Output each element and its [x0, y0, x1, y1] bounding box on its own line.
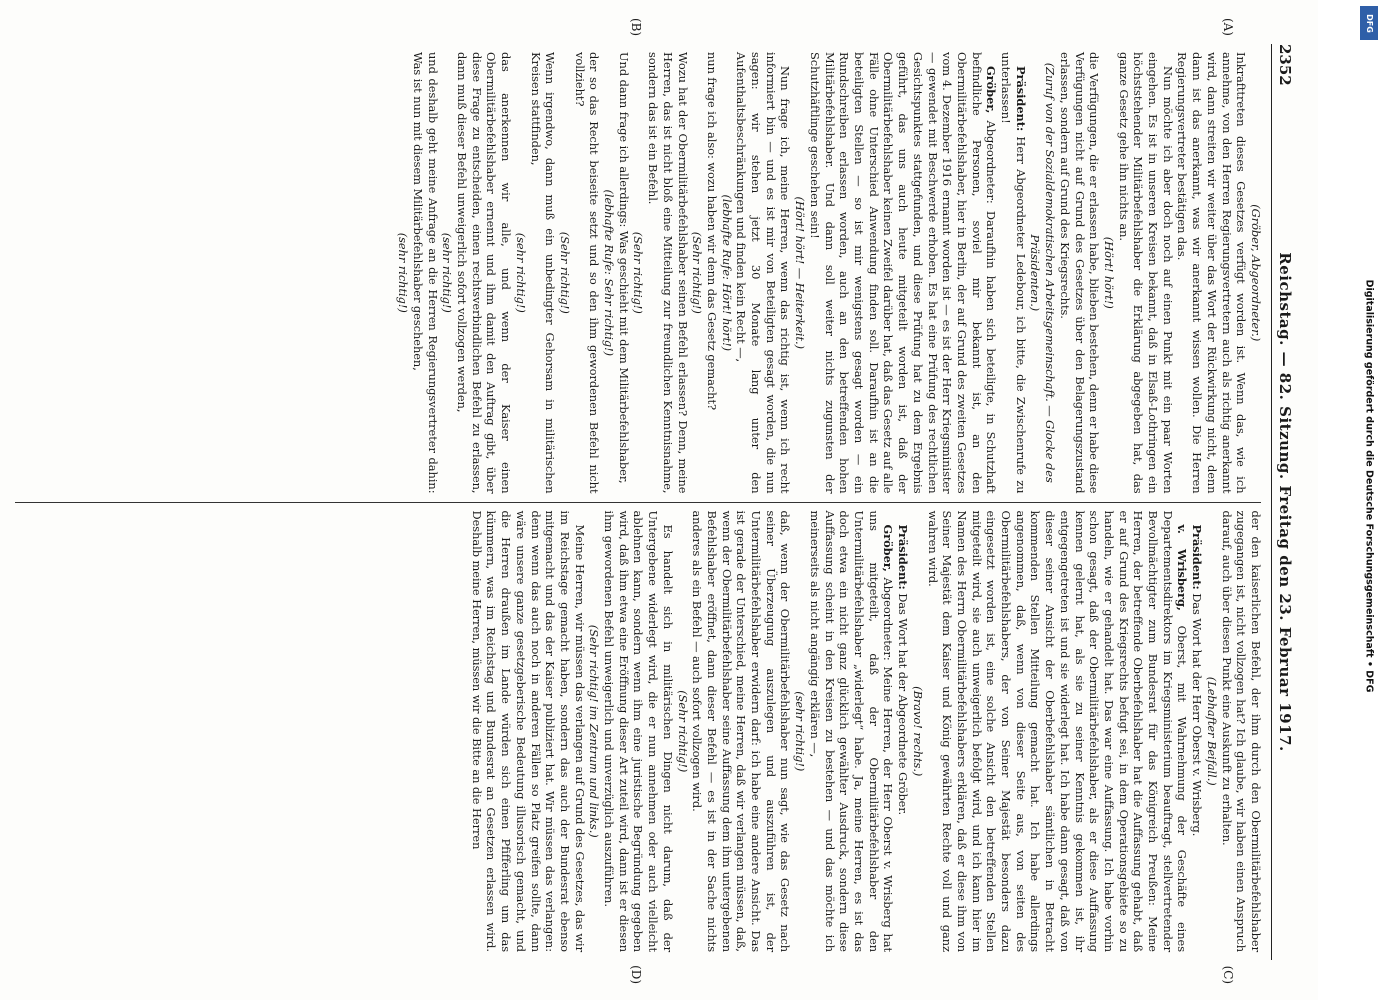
- interjection: (Hört! hört!): [1101, 236, 1116, 309]
- paragraph: der den kaiserlichen Befehl, der ihm durch den Obermilitärbefehlshaber zugegangen ist, nicht vollzogen hat? Ich glaube, wir haben einen Anspruch darauf, auch über diesen Punkt eine Auskunft zu erhalten.: [1219, 510, 1263, 952]
- running-title: Reichstag. — 82. Sitzung. Freitag den 23. Februar 1917.: [1276, 252, 1294, 752]
- margin-marker-c: (C): [1221, 965, 1235, 984]
- paragraph: Präsident: Das Wort hat der Herr Oberst v. Wrisberg.: [1190, 524, 1205, 837]
- interjection: (lebhafte Rufe: Hört! hört!): [719, 194, 734, 352]
- digitization-credit: Digitalisierung gefördert durch die Deutsche Forschungsgemeinschaft • DFG: [1363, 279, 1375, 693]
- paragraph: das anerkennen wir alle, und wenn der Kaiser einen Obermilitärbefehlshaber ernennt und ihm damit den Auftrag gibt, über diese Frage zu entscheiden, einen rechtsverbindlichen Befehl zu erlassen, dann muß dieser Befehl unweigerlich sofort vollzogen werden,: [455, 52, 514, 494]
- interjection: (Sehr richtig!): [631, 231, 646, 314]
- paragraph: Wenn irgendwo, dann muß ein unbedingter Gehorsam in militärischen Kreisen stattfinden,: [528, 52, 558, 494]
- interjection: (Hört! hört! — Heiterkeit.): [793, 196, 808, 350]
- interjection: (Lebhafter Beifall.): [1204, 676, 1219, 786]
- interjection: (Gröber, Abgeordneter.): [1249, 204, 1263, 342]
- paragraph: Meine Herren, wir müssen das verlangen auf Grund des Gesetzes, das wir im Reichstage gemacht haben, sondern das auch der Bundesrat ebenso mitgemacht und das der Kaiser publiziert hat. Wir müssen das verlangen: denn wenn das auch noch in anderen Fällen so Platz greifen sollte, dann wäre unsere ganze gesetzgeberische Bedeutung illusorisch gemacht, und die Herren draußen im Lande würden sich einen Pfifferling um das kümmern, was im Reichstag und Bundesrat an Gesetzen erlassen wird. Deshalb meine Herren, müssen wir die Bitte an die Herren: [469, 510, 587, 952]
- paragraph: Gröber, Abgeordneter: Meine Herren, der Herr Oberst v. Wrisberg hat uns mitgeteilt, daß der Obermilitärbefehlshaber den Untermilitärbefehlshaber „widerlegt“ habe. Ja, meine Herren, es ist das doch etwa ein nicht ganz glücklich gewählter Ausdruck, sondern diese Auffassung scheint in den Kreisen zu bestehen — und das möchte ich meinerseits als nicht angängig erklären —,: [807, 510, 896, 952]
- interjection: (Sehr richtig!): [675, 690, 690, 773]
- margin-marker-a: (A): [1221, 18, 1235, 36]
- interjection: (sehr richtig!): [513, 232, 528, 313]
- dfg-logo-text: DFG: [1364, 13, 1374, 33]
- page-number: 2352: [1276, 44, 1294, 86]
- text-columns: [13, 18, 1263, 984]
- page-header: [1271, 44, 1294, 960]
- speaker-name: Präsident:: [1190, 524, 1205, 590]
- interjection: (Zuruf von der Sozialdemokratischen Arbeitsgemeinschaft. — Glocke des Präsidenten.): [1028, 62, 1058, 483]
- dfg-logo: [1360, 6, 1378, 40]
- paragraph: Es handelt sich in militärischen Dingen nicht darum, daß der Untergebene widerlegt wird, die er nun annehmen oder auch vielleicht ablehnen kann, sondern wenn ihm eine juristische Begründung gegeben wird, daß ihm etwa eine Eröffnung dieser Art zuteil wird, dann ist er diesen ihm gewordenen Befehl unweigerlich und unverzüglich auszuführen.: [602, 510, 675, 952]
- interjection: (Sehr richtig!): [690, 231, 705, 314]
- right-column: [13, 503, 1263, 984]
- speaker-name: Gröber,: [881, 524, 896, 572]
- speaker-name: Präsident:: [1013, 66, 1028, 132]
- paragraph: Inkrafttreten dieses Gesetzes verfügt worden ist. Wenn das, wie ich annehme, von den Herren Regierungsvertretern auch als richtig anerkannt wird, dann streiten wir weiter über das Wort der Rückwirkung nicht, denn dann ist das anerkannt, was wir anerkannt wissen wollen. Die Herren Regierungsvertreter bestätigen das.: [1175, 52, 1249, 494]
- digitization-stamp: [1359, 6, 1379, 966]
- margin-marker-d: (D): [629, 965, 643, 984]
- paragraph: Nun frage ich, meine Herren, wenn das richtig ist, wenn ich recht informiert bin — und es ist mir von Beteiligten gesagt worden, die nun sagen: wir stehen jetzt 30 Monate lang unter den Aufenthaltsbeschränkungen und finden kein Recht —,: [734, 52, 793, 494]
- interjection: (sehr richtig!): [440, 232, 455, 313]
- paragraph: Gröber, Abgeordneter: Daraufhin haben sich beteiligte, in Schutzhaft befindliche Personen, soviel mir bekannt ist, an den Obermilitärbefehlshaber, hier in Berlin, der auf Grund des zweiten Gesetzes vom 4. Dezember 1916 ernannt worden ist — es ist der Herr Kriegsminister — gewendet mit Beschwerde erhoben. Es hat eine Prüfung des rechtlichen Gesichtspunktes stattgefunden, und diese Prüfung hat zu dem Ergebnis geführt, das uns auch heute mitgeteilt worden ist, daß der Obermilitärbefehlshaber keinen Zweifel darüber hat, daß das Gesetz auf alle Fälle ohne Unterschied Anwendung finden soll. Daraufhin ist an die beteiligten Stellen — so ist mir wenigstens gesagt worden — ein Rundschreiben erlassen worden, auch an den betreffenden hohen Militärbefehlshaber. Und dann soll weiter nichts zugunsten der Schutzhäftlinge geschehen sein!: [807, 52, 999, 494]
- paragraph: Präsident: Das Wort hat der Abgeordnete Gröber.: [896, 524, 911, 816]
- margin-marker-b: (B): [629, 18, 643, 37]
- paragraph: Präsident: Herr Abgeordneter Ledebour, ich bitte, die Zwischenrufe zu unterlassen!: [999, 52, 1028, 494]
- paragraph: daß, wenn der Obermilitärbefehlshaber nun sagt, wie das Gesetz nach seiner Überzeugung auszulegen und auszuführen ist, der Untermilitärbefehlshaber erwidern darf: ich habe eine andere Ansicht. Das ist gerade der Unterschied, meine Herren, daß wir verlangen müssen, daß, wenn der Obermilitärbefehlshaber seine Auffassung dem ihm untergebenen Befehlshaber eröffnet, dann dieser Befehl — es ist in der Sache nichts anderes als ein Befehl — auch sofort vollzogen wird.: [690, 510, 793, 952]
- interjection: (Sehr richtig! im Zentrum und links.): [587, 624, 602, 838]
- paragraph: Und dann frage ich allerdings: Was geschieht mit dem Militärbefehlshaber,: [616, 52, 631, 484]
- speaker-name: Gröber,: [984, 66, 999, 114]
- paragraph: nun frage ich also: wozu haben wir denn das Gesetz gemacht?: [704, 52, 719, 411]
- paragraph: Nun möchte ich aber doch noch auf einen Punkt mit ein paar Worten eingehen. Es ist in unseren Kreisen bekannt, daß in Elsaß-Lothringen ein höchststehender Militärbefehlshaber die Erklärung abgegeben hat, das ganze Gesetz gehe ihn nichts an.: [1116, 52, 1175, 494]
- speaker-name: v. Wrisberg,: [1175, 524, 1190, 611]
- interjection: (lebhafte Rufe: Sehr richtig!): [602, 189, 617, 356]
- paragraph: die Verfügungen, die er erlassen habe, blieben bestehen, denn er habe diese Verfügungen nicht auf Grund des Gesetzes über den Belagerungszustand erlassen, sondern auf Grund des Kriegsrechts.: [1057, 52, 1102, 494]
- paragraph: Wozu hat der Obermilitärbefehlshaber seinen Befehl erlassen? Denn, meine Herren, das ist nicht bloß eine Mitteilung zur freundlichen Kenntnisnahme, sondern das ist ein Befehl.: [646, 52, 690, 494]
- interjection: (Bravo! rechts.): [910, 686, 925, 777]
- speaker-name: Präsident:: [896, 524, 911, 590]
- paragraph: der so das Recht beiseite setzt und so den ihm gewordenen Befehl nicht vollzieht?: [572, 52, 602, 494]
- interjection: (sehr richtig!): [396, 232, 411, 313]
- interjection: (sehr richtig!): [793, 691, 808, 772]
- left-column: [13, 18, 1263, 502]
- interjection: (Sehr richtig!): [557, 231, 572, 314]
- paragraph: v. Wrisberg, Oberst, mit Wahrnehmung der Geschäfte eines Departementsdirektors im Kriegsministerium beauftragt, stellvertretender Bevollmächtigter zum Bundesrat für das Königreich Preußen: Meine Herren, der betreffende Oberbefehlshaber hat die Auffassung gehabt, daß er auf Grund des Kriegsrechts befugt sei, in dem Operationsgebiete so zu handeln, wie er gehandelt hat. Das war eine Auffassung. Ich habe vorhin schon gesagt, daß der Obermilitärbefehlshaber, als er diese Auffassung kennen gelernt hat, als sie zu seiner Kenntnis gekommen ist, ihr entgegengetreten ist und sie widerlegt hat. Ich habe dann gesagt, daß von dieser seiner Ansicht der Oberbefehlshaber sämtlichen in Betracht kommenden Stellen Mitteilung gemacht hat. Ich habe allerdings angenommen, daß, wenn von dieser Seite aus, von seiten des Obermilitärbefehlshabers, der von Seiner Majestät besonders dazu eingesetzt worden ist, eine solche Ansicht den betreffenden Stellen mitgeteilt wird, sie auch unweigerlich befolgt wird, und ich kann hier im Namen des Herrn Obermilitärbefehlshabers erklären, daß er diese ihm von Seiner Majestät dem Kaiser und König gewährten Rechte voll und ganz wahren wird.: [925, 510, 1190, 952]
- paragraph: und deshalb geht meine Anfrage an die Herren Regierungsvertreter dahin: Was ist nun mit diesem Militärbefehlshaber geschehen,: [410, 52, 440, 494]
